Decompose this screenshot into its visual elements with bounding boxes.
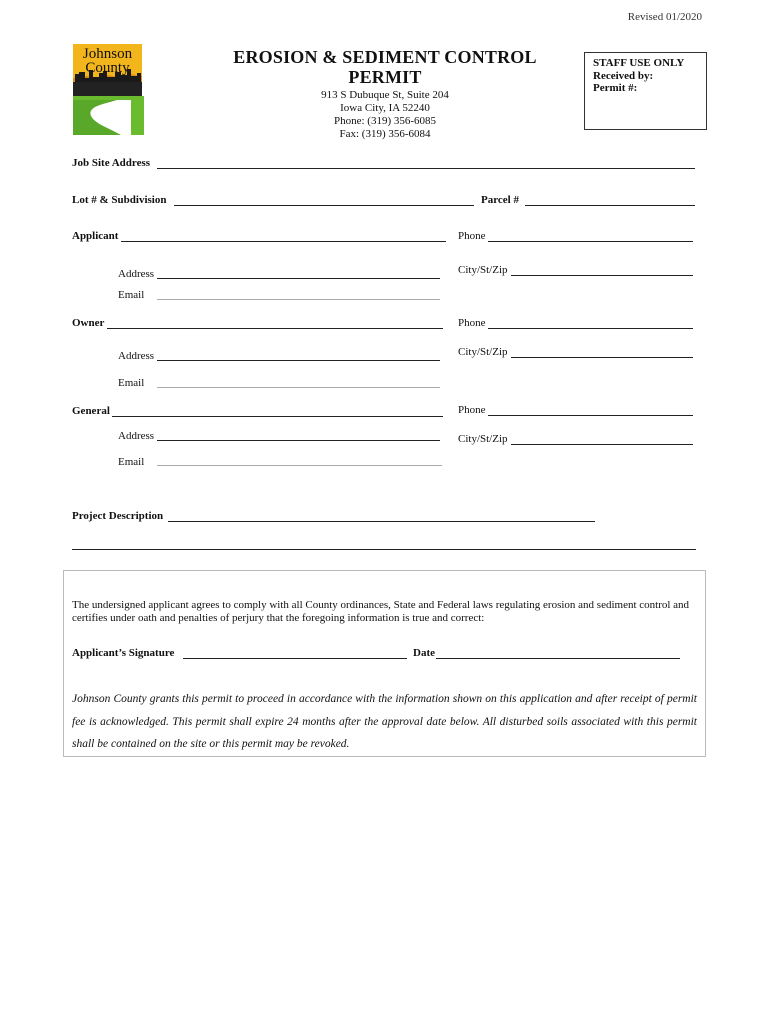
parcel-label: Parcel # [481, 194, 519, 206]
owner-name-field[interactable] [107, 315, 443, 329]
owner-phone-field[interactable] [488, 315, 693, 329]
applicant-name-field[interactable] [121, 228, 446, 242]
project-description-field[interactable] [168, 508, 595, 522]
general-city-field[interactable] [511, 431, 693, 445]
signature-label: Applicant’s Signature [72, 647, 175, 659]
applicant-city-label: City/St/Zip [458, 264, 508, 276]
permit-grant-text: Johnson County grants this permit to proceed in accordance with the information shown on this application and after receipt of permit fee is acknowledged. This permit shall expire 24 months after the approval date below. All disturbed soils associated with this permit shall be contained on the site or this permit may be revoked. [72, 693, 697, 750]
lot-subdivision-label: Lot # & Subdivision [72, 194, 167, 206]
general-label: General [72, 405, 110, 417]
staff-heading: STAFF USE ONLY [593, 57, 685, 69]
job-site-address-field[interactable] [157, 155, 695, 169]
title-line-1: EROSION & SEDIMENT CONTROL [233, 47, 537, 67]
address-line-2: Iowa City, IA 52240 [340, 102, 430, 114]
general-email-label: Email [118, 456, 145, 468]
applicant-email-label: Email [118, 289, 145, 301]
staff-received-label: Received by: [593, 69, 654, 82]
date-label: Date [413, 647, 435, 659]
staff-use-box [584, 52, 707, 130]
applicant-phone-field[interactable] [488, 228, 693, 242]
logo-text-county: County [85, 60, 130, 76]
project-description-line-2[interactable] [72, 536, 696, 550]
applicant-email-field[interactable] [157, 286, 440, 300]
office-phone: Phone: (319) 356-6085 [333, 115, 437, 127]
owner-phone-label: Phone [458, 317, 486, 329]
agreement-text: The undersigned applicant agrees to comply with all County ordinances, State and Federal laws regulating erosion and sediment control and certifies under oath and penalties of perjury that the foregoing information is true and correct: [72, 599, 690, 624]
general-city-label: City/St/Zip [458, 433, 508, 445]
address-line-1: 913 S Dubuque St, Suite 204 [321, 89, 449, 101]
applicant-address-field[interactable] [157, 265, 440, 279]
applicant-address-label: Address [118, 268, 155, 280]
signature-field[interactable] [183, 645, 407, 659]
office-fax: Fax: (319) 356-6084 [339, 128, 431, 140]
general-email-field[interactable] [157, 452, 442, 466]
general-name-field[interactable] [112, 403, 443, 417]
general-phone-field[interactable] [488, 402, 693, 416]
parcel-field[interactable] [525, 192, 695, 206]
applicant-label: Applicant [72, 230, 119, 242]
logo-text-johnson: Johnson [82, 46, 133, 62]
owner-address-label: Address [118, 350, 155, 362]
applicant-phone-label: Phone [458, 230, 486, 242]
owner-email-field[interactable] [157, 374, 440, 388]
office-address-block [270, 89, 500, 141]
johnson-county-logo-icon [71, 44, 144, 135]
owner-address-field[interactable] [157, 347, 440, 361]
page-title [200, 47, 570, 87]
job-site-address-label: Job Site Address [72, 157, 151, 169]
staff-permit-label: Permit #: [593, 82, 638, 94]
general-phone-label: Phone [458, 404, 486, 416]
title-line-2: PERMIT [348, 67, 422, 87]
applicant-city-field[interactable] [511, 262, 693, 276]
owner-label: Owner [72, 317, 105, 329]
owner-city-label: City/St/Zip [458, 346, 508, 358]
project-description-label: Project Description [72, 510, 164, 522]
general-address-label: Address [118, 430, 155, 442]
owner-email-label: Email [118, 377, 145, 389]
lot-subdivision-field[interactable] [174, 192, 474, 206]
general-address-field[interactable] [157, 427, 440, 441]
owner-city-field[interactable] [511, 344, 693, 358]
date-field[interactable] [436, 645, 680, 659]
revision-date: Revised 01/2020 [627, 11, 702, 23]
